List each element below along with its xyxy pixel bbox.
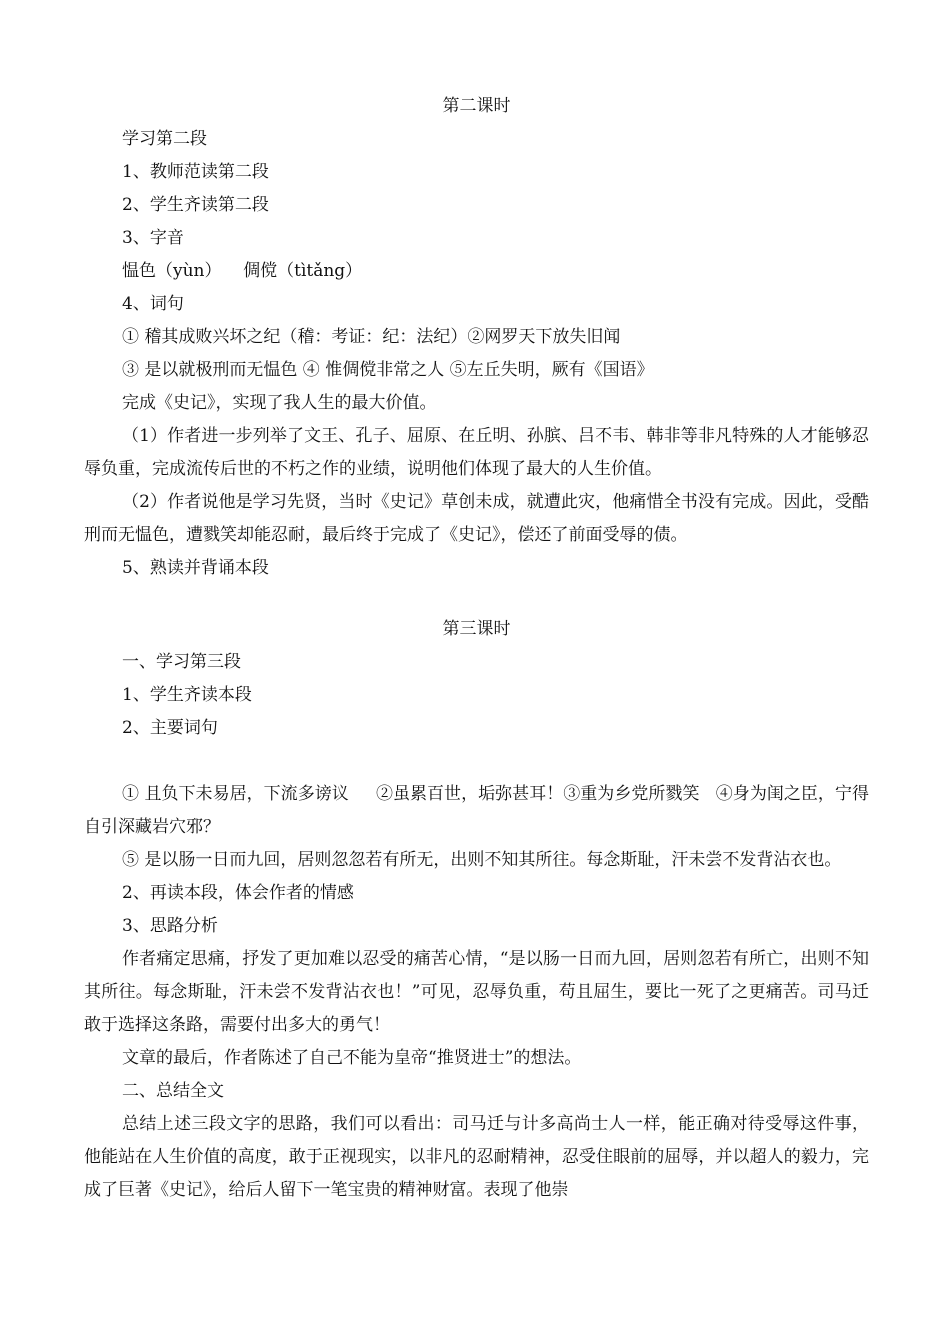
lesson2-item-1: 1、教师范读第二段 — [122, 162, 269, 182]
lesson2-item-5: 5、熟读并背诵本段 — [122, 558, 269, 578]
blank-line — [84, 745, 869, 778]
lesson3-item-3: 2、主要词句 — [122, 718, 218, 738]
lesson3-summary-heading: 二、总结全文 — [122, 1081, 224, 1101]
lesson2-title: 第二课时 — [442, 96, 511, 116]
lesson3-item-4: 2、再读本段，体会作者的情感 — [122, 883, 354, 903]
lesson3-item-2: 1、学生齐读本段 — [122, 685, 252, 705]
lesson3-phrases-2: ⑤ 是以肠一日而九回，居则忽忽若有所无，出则不知其所往。每念斯耻，汗未尝不发背沾衣也。 — [122, 850, 842, 870]
lesson3-title: 第三课时 — [442, 619, 511, 639]
lesson2-pronunciation: 愠色（yùn） 倜傥（tìtǎng） — [122, 261, 363, 281]
lesson3-summary: 总结上述三段文字的思路，我们可以看出：司马迁与计多高尚士人一样，能正确对待受辱这件事，他能站在人生价值的高度，敢于正视现实，以非凡的忍耐精神，忍受住眼前的屈辱，并以超人的毅力，完成了巨著《史记》，给后人留下一笔宝贵的精神财富。表现了他崇 — [84, 1114, 869, 1200]
lesson3-item-1: 一、学习第三段 — [122, 652, 241, 672]
lesson2-paragraph-2: （2）作者说他是学习先贤，当时《史记》草创未成，就遭此灾，他痛惜全书没有完成。因此，受酷刑而无愠色，遭戮笑却能忍耐，最后终于完成了《史记》，偿还了前面受辱的债。 — [84, 492, 869, 545]
lesson3-analysis: 作者痛定思痛，抒发了更加难以忍受的痛苦心情，“是以肠一日而九回，居则忽若有所亡，出则不知其所往。每念斯耻，汗未尝不发背沾衣也！”可见，忍辱负重，苟且屈生，要比一死了之更痛苦。司马迁敢于选择这条路，需要付出多大的勇气！ — [84, 949, 869, 1035]
lesson2-item-2: 2、学生齐读第二段 — [122, 195, 269, 215]
lesson2-item-3: 3、字音 — [122, 228, 184, 248]
lesson2-paragraph-1: （1）作者进一步列举了文王、孔子、屈原、在丘明、孙膑、吕不韦、韩非等非凡特殊的人才能够忍辱负重，完成流传后世的不朽之作的业绩，说明他们体现了最大的人生价值。 — [84, 426, 869, 479]
lesson2-heading: 学习第二段 — [122, 129, 207, 149]
lesson2-conclusion: 完成《史记》，实现了我人生的最大价值。 — [122, 393, 437, 413]
lesson2-item-4: 4、词句 — [122, 294, 184, 314]
lesson3-ending: 文章的最后，作者陈述了自己不能为皇帝“推贤进士”的想法。 — [122, 1048, 582, 1068]
lesson3-phrases-1: ① 且负下未易居，下流多谤议 ②虽累百世，垢弥甚耳！③重为乡党所戮笑 ④身为闺之臣，宁得自引深藏岩穴邪？ — [84, 784, 869, 837]
lesson2-phrases-1: ① 稽其成败兴坏之纪（稽：考证：纪：法纪）②网罗天下放失旧闻 — [122, 327, 621, 347]
lesson2-phrases-2: ③ 是以就极刑而无愠色 ④ 惟倜傥非常之人 ⑤左丘失明，厥有《国语》 — [122, 360, 654, 380]
document-page — [84, 90, 869, 1207]
lesson3-item-5: 3、思路分析 — [122, 916, 218, 936]
section-spacer — [84, 585, 869, 613]
